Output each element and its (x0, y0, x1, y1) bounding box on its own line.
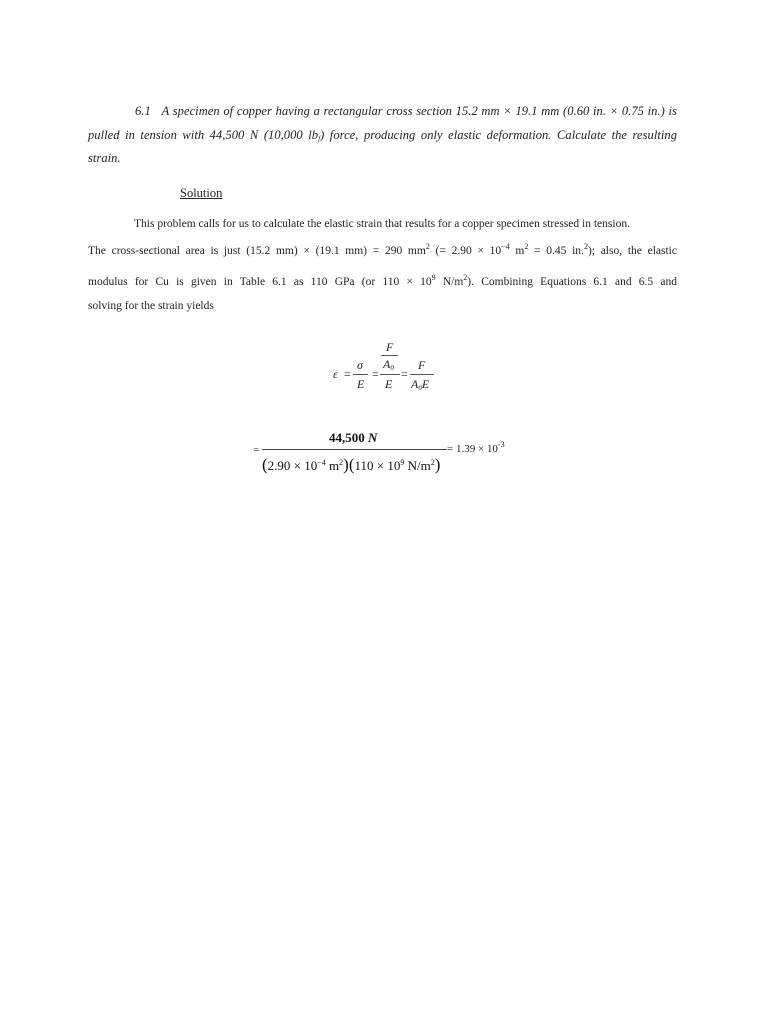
eq1-equals-1: = (344, 367, 351, 381)
eq1-E-1: E (357, 377, 365, 391)
paragraph-line-1: This problem calls for us to calculate the elastic strain that results for a copper specimen stressed in tension. (134, 218, 630, 230)
problem-line-3: strain. (88, 151, 121, 165)
eq1-fraction-bar-inner (381, 355, 398, 356)
problem-statement (88, 104, 677, 119)
eq1-F-right: F (418, 358, 426, 372)
eq1-A0-top: $A_0$ (383, 357, 394, 372)
eq2-denominator: ($2.90 \times 10^{-4}$ $m^2)(110 \times 10^9$ $N/m^2$) (262, 455, 441, 474)
solution-heading: Solution (180, 186, 223, 200)
problem-number: 6.1 (135, 104, 151, 118)
eq2-numerator: 44,500 N (329, 430, 378, 445)
eq1-fraction-bar-1 (353, 374, 368, 375)
eq1-equals-2: = (372, 367, 379, 381)
eq1-F-top: F (386, 340, 394, 354)
paragraph-line-3: modulus for Cu is given in Table 6.1 as 110 GPa (or $110 \times 10^9$ $N/m^2$). Combining Equations 6.1 and 6.5 and (88, 273, 677, 288)
paragraph-line-4: solving for the strain yields (88, 300, 214, 312)
problem-line-2: pulled in tension with 44,500 N (10,000 $lb_f$) force, producing only elastic deformation. Calculate the resulting (88, 128, 677, 143)
eq2-fraction-bar (262, 449, 447, 450)
eq1-E-2: E (385, 377, 393, 391)
eq1-fraction-bar-3 (410, 374, 434, 375)
eq1-sigma: σ (357, 358, 363, 372)
eq1-fraction-bar-2 (380, 374, 400, 375)
eq2-equals: = (253, 444, 260, 456)
problem-line-1: 6.1 A specimen of copper having a rectangular cross section 15.2 mm × 19.1 mm (0.60 in. × 0.75 in.) is (135, 104, 677, 118)
paragraph-line-2: The cross-sectional area is just (15.2 mm) × (19.1 mm) = 290 $mm^2$ (= $2.90 \times 10^{-4}$ $m^2 = 0.45$ in.$^2$); also, the elastic (88, 242, 677, 257)
eq1-equals-3: = (401, 367, 408, 381)
eq1-epsilon: ε (333, 367, 338, 381)
eq1-A0E: $A_0E$ (411, 377, 430, 392)
eq2-result: = $1.39 \times 10^{-3}$ (447, 440, 505, 455)
